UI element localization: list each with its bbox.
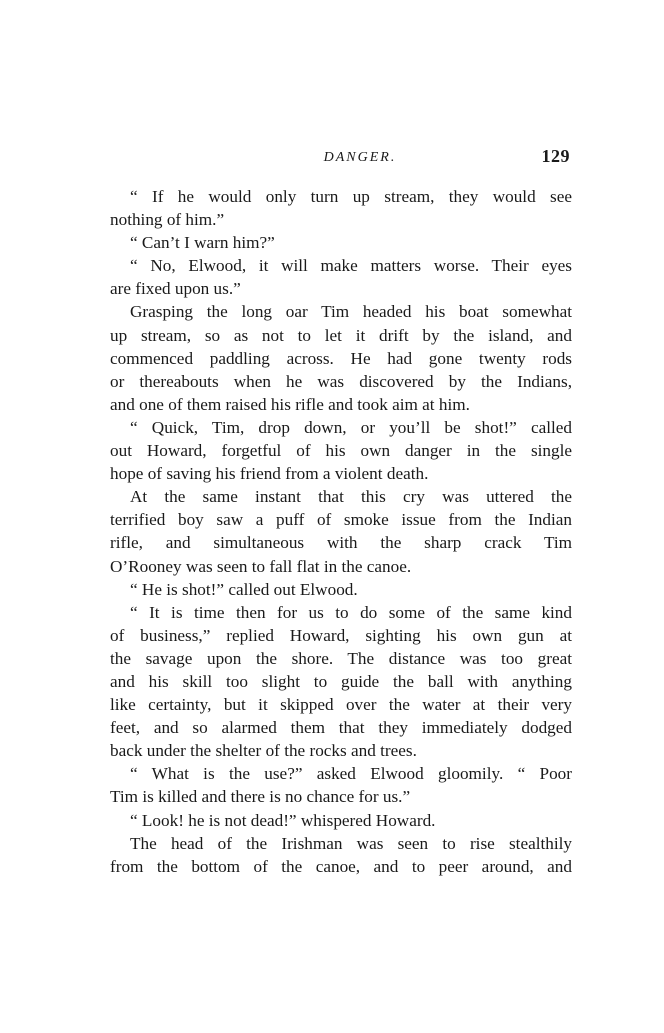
text-line: feet, and so alarmed them that they immediately dodged [110,718,572,738]
text-line: rifle, and simultaneous with the sharp crack Tim [110,533,572,553]
text-line: the savage upon the shore. The distance was too great [110,648,572,668]
text-line: from the bottom of the canoe, and to peer around, and [110,856,572,876]
text-line: and one of them raised his rifle and took aim at him. [110,394,470,414]
page-number: 129 [541,146,570,166]
text-line: “ Can’t I warn him?” [130,233,275,253]
text-line: of business,” replied Howard, sighting his own gun at [110,625,572,645]
text-line: Tim is killed and there is no chance for us.” [110,787,411,807]
text-line: “ It is time then for us to do some of the same kind [130,602,572,622]
running-title: DANGER. [323,150,397,165]
text-line: “ Look! he is not dead!” whispered Howard. [130,810,436,830]
text-line: O’Rooney was seen to fall flat in the canoe. [110,556,412,576]
text-line: and his skill too slight to guide the ball with anything [110,671,572,691]
text-line: terrified boy saw a puff of smoke issue from the Indian [110,510,572,530]
text-line: Grasping the long oar Tim headed his boat somewhat [130,302,572,322]
running-head [110,146,574,170]
text-line: “ What is the use?” asked Elwood gloomily. “ Poor [130,764,572,784]
text-line: “ If he would only turn up stream, they would see [130,187,572,206]
text-line: up stream, so as not to let it drift by the island, and [110,325,572,345]
text-line: are fixed upon us.” [110,279,241,299]
text-line: out Howard, forgetful of his own danger in the single [110,441,572,461]
text-line: commenced paddling across. He had gone twenty rods [110,348,572,368]
text-line: “ Quick, Tim, drop down, or you’ll be shot!” called [130,417,572,437]
text-line: like certainty, but it skipped over the water at their very [110,695,572,715]
text-line: At the same instant that this cry was uttered the [130,487,572,507]
text-line: hope of saving his friend from a violent death. [110,464,429,484]
text-line: “ He is shot!” called out Elwood. [130,579,358,599]
text-line: nothing of him.” [110,210,225,230]
text-line: The head of the Irishman was seen to rise stealthily [130,833,572,853]
text-line: “ No, Elwood, it will make matters worse. Their eyes [130,256,572,276]
text-line: or thereabouts when he was discovered by the Indians, [110,371,572,391]
text-line: back under the shelter of the rocks and trees. [110,741,417,761]
body-text [110,185,572,878]
